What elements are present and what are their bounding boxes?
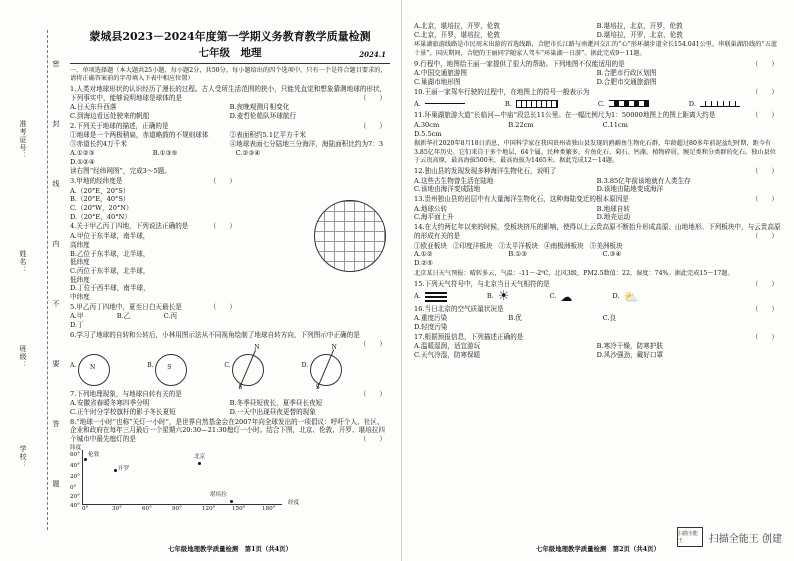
option: C.天气冷湿，防寒保暖	[414, 351, 481, 360]
option: D.（20°E，40°N）	[70, 212, 131, 221]
option: D.地壳运动	[596, 213, 631, 222]
page-1-footer: 七年级地理教学质量检测 第1页（共4页）	[168, 544, 292, 553]
plate-item: ③太平洋板块	[498, 241, 539, 250]
weather-symbol-options: A. B. ☀ C. ☁ D. ⛅	[414, 288, 639, 304]
plate-item: ①欧亚板块	[414, 241, 447, 250]
option: D.丁位于西半球，南半球，中纬度	[70, 284, 150, 302]
scanner-logo-icon: 扫描全能王	[677, 527, 703, 547]
school-label: 学校：	[19, 445, 27, 469]
option: D.风沙强劲，戴好口罩	[596, 351, 664, 360]
sunny-weather-icon: ☀	[497, 288, 510, 304]
city-lonlat-figure	[70, 444, 390, 512]
question-10: 10.王丽一家驾车行驶的过程中，在地图上的符号一般表示为 （ ）	[414, 87, 778, 96]
y-tick: 20°	[70, 473, 80, 480]
plate-item: ⑤美洲板块	[589, 241, 623, 250]
option: D.5.5cm	[414, 129, 442, 138]
page-2	[414, 0, 782, 561]
option: A.（20°E，20°S）	[70, 186, 130, 195]
figure-axis-x-label: 经度	[288, 499, 300, 506]
question-15: 15.下列天气符号中，与北京当日天气相符的是 （ ）	[414, 279, 778, 288]
option: A.甲位于东半球，南半球，高纬度	[70, 232, 150, 249]
exam-no-label: 准考证号：	[19, 120, 27, 160]
seal-char: 密	[52, 60, 60, 68]
option: C.海平面上升	[414, 213, 454, 222]
option: A.甲	[70, 312, 84, 321]
option: C.11cm	[602, 121, 628, 129]
option: A.①②③	[70, 148, 95, 157]
passage-2: 据新华社2020年8月18日消息，中国科学家在我国贵州省独山县发现的鸥鸸鱼生物化石群，年龄超过80多年前泥盆纪时期，距今有3.85亿年历史。它们来自于多个地层，64个属。民种类繁多，有鱼化石、菊石、钙藻、植物碎屑，腕足类和分类群的化石。独山县位于云贵高原，最高海拔500米，最高海拔为1465米。据此完成12～14题。	[414, 140, 776, 164]
diagram-b: B. S	[147, 344, 205, 388]
page-fold	[401, 0, 402, 561]
y-tick: 60°	[70, 451, 80, 458]
option: D.②⑤	[414, 259, 433, 267]
option: B.22cm	[508, 121, 534, 129]
option: C.北京，开罗，堪培拉，伦敦	[414, 30, 501, 39]
x-tick: 0°	[82, 505, 89, 512]
seal-char: 线	[52, 180, 60, 188]
boundary-symbol-icon	[700, 101, 740, 107]
passage-1: 环巢湖旅游线路是市民周末出游的首选线路，合肥市长江路与南淝河交汇的“心”形环湖步道全长154.041公里，串联巢湖沿线的“五蓝十景”。国庆期间，合肥的王丽同学随家人驾车“环巢湖一日游”。据此完成9～11题。	[414, 41, 778, 57]
page-1	[70, 0, 390, 561]
question-11: 11.环巢湖旅游大道“长临河—中庙”段总长11公里。在一幅比例尺为1：50000地图上的图上距离大约是 （ ）	[414, 111, 778, 120]
figure-axis-y-label: 纬度	[70, 444, 82, 451]
class-label: 班级：	[19, 345, 27, 369]
option: A.这些古生物曾生活在陆地	[414, 176, 494, 185]
wall-symbol-icon	[516, 100, 558, 108]
seal-line	[47, 30, 48, 530]
option: C.到海边看远处驶来的帆船	[70, 112, 150, 120]
option: D.①②④	[70, 157, 95, 166]
diagram-a: A. N	[70, 344, 128, 388]
option: A.重度污染	[414, 314, 448, 323]
option: A.北京，堪培拉，开罗，伦敦	[414, 22, 500, 30]
option: B.夜晚观测月相变化	[229, 103, 290, 112]
option: C.良	[602, 314, 617, 323]
question-12: 12.独山县的发现发现多种海洋生物化石，说明了 （ ）	[414, 166, 778, 175]
exam-title: 蒙城县2023－2024年度第一学期义务教育教学质量检测	[89, 30, 371, 43]
option: B.乙位于东半球，北半球，低纬度	[70, 249, 150, 267]
option: B.堪培拉，北京，开罗，伦敦	[596, 22, 683, 30]
x-tick: 60°	[142, 505, 152, 512]
option: D.丁	[70, 321, 84, 330]
cloudy-weather-icon: ☁	[560, 289, 573, 304]
x-tick: 180°	[262, 505, 276, 512]
y-tick: 40°	[70, 462, 80, 469]
option: B.合肥市行政区划图	[596, 69, 657, 78]
option: A.地球公转	[414, 204, 448, 213]
question-7: 7.下列地理现象，与地球自转有关的是 （ ）	[70, 389, 386, 398]
option: D.一天中出现昼夜更替的现象	[229, 407, 316, 416]
binding-margin	[0, 0, 66, 561]
statement: ④地球表面七分陆地三分海洋，海陆面积比约为7：3	[229, 140, 384, 149]
diagram-c: C. N S	[224, 344, 282, 388]
question-17: 17.根据预报信息，下列描述正确的是 （ ）	[414, 332, 778, 341]
city-point	[84, 458, 87, 461]
scanner-watermark	[677, 527, 782, 547]
option: B.①③⑤	[152, 148, 178, 157]
option: C.巢湖市地形图	[414, 78, 461, 87]
seal-char: 不	[52, 300, 60, 308]
option: A.日天东升西落	[70, 103, 117, 112]
option: C.丙位于东半球，北半球，低纬度	[70, 266, 150, 284]
option: A.30cm	[414, 121, 440, 129]
page-2-footer: 七年级地理教学质量检测 第2页（共4页）	[536, 544, 660, 553]
option: B.优	[508, 314, 522, 323]
option: C.（20°W，20°N）	[70, 204, 133, 213]
question-14: 14.在大约两亿年以来的时候，受板块挤压的影响，使得以上云贵高原不断抬升形成高原、山地地形。下列板块中，与云贵高原的形成有关的是 （ ）	[414, 223, 781, 240]
city-label: 开罗	[118, 465, 130, 472]
statement: ②表面积约5.1亿平方千米	[229, 131, 307, 140]
option: D.堪培拉，开罗，北京，伦敦	[596, 30, 683, 39]
x-tick: 30°	[112, 505, 122, 512]
y-tick: 20°	[70, 493, 80, 500]
question-2: 2.下列关于地球的描述，正确的是 （ ）	[70, 121, 386, 130]
watermark-text: 扫描全能王 创建	[708, 533, 782, 545]
option: B.（20°E，40°S）	[70, 195, 130, 204]
option: A.中国交通旅游图	[414, 69, 468, 78]
city-point	[230, 500, 233, 503]
option: D.该地由陆地变成海洋	[596, 185, 664, 194]
plate-item: ④南极洲板块	[544, 241, 584, 250]
city-label: 堪培拉	[210, 491, 227, 498]
option: C.②③④	[235, 148, 261, 157]
diagram-d: D. N S	[302, 344, 360, 388]
option: B.3.85亿年前该地就有人类生存	[596, 176, 691, 185]
option: B.①③	[508, 250, 528, 259]
option: B.地球自转	[596, 204, 630, 213]
section-instructions: 一、单项选择题（本大题共25小题，每小题2分，共50分。每小题给出的四个选项中，只有一个是符合题目要求的，请将正确答案前的字母填入下表中相应位置）	[70, 66, 387, 82]
question-3: 3.甲地的经纬度是 （ ）	[70, 176, 236, 185]
rotation-diagrams	[70, 343, 360, 391]
seal-char: 封	[52, 120, 60, 128]
city-point	[198, 462, 201, 465]
question-8: 8.“地球一小时”也称“关灯一小时”，是世界自然基金会在2007年向全球发出的一项倡议：呼吁个人、社区、企业和政府在每年三月最后一个星期六20:30—21:30熄灯一小时。结合下图，北京、伦敦、开罗、堪培拉四个城市中最先熄灯的是 （ ）	[70, 417, 386, 444]
x-tick: 120°	[202, 505, 216, 512]
x-tick: 90°	[172, 505, 182, 512]
sunny-to-cloudy-weather-icon: ⛅	[623, 289, 639, 304]
graticule-globe	[314, 200, 386, 272]
option: D.合肥市交通旅游图	[596, 78, 657, 87]
statement: ①地球是一个两极稍扁，赤道略鼓的不规则球体	[70, 131, 209, 140]
option: C.丙	[163, 312, 178, 321]
option: C.该地由海洋变成陆地	[414, 185, 481, 194]
option: C.③④	[602, 250, 622, 259]
seal-char: 要	[52, 360, 60, 368]
city-label: 伦敦	[88, 451, 100, 458]
seal-char: 题	[52, 480, 60, 488]
city-point	[114, 469, 117, 472]
seal-char: 答	[52, 420, 60, 428]
y-tick: 0°	[70, 484, 77, 491]
question-4: 4.关于甲乙丙丁四地，下列说法正确的是 （ ）	[70, 222, 236, 231]
map-symbol-options: A. B. C. D.	[414, 100, 782, 109]
name-label: 姓名：	[19, 250, 27, 274]
question-1: 1.人类对地球形状的认识经历了漫长的过程。古人受所生活范围的狭小，只能凭直觉和想象猜测地球的形状，下列事实中，能够说明地球是球体的是 （ ）	[70, 84, 387, 102]
y-tick: 40°	[70, 502, 80, 509]
question-13: 13.贵州独山县的岩层中有大量海洋生物化石，这种海陆变迁的根本原因是 （ ）	[414, 195, 778, 204]
question-9: 9.行程中，地图给王丽一家提供了很大的帮助。下列地图不仅能适用的是 （ ）	[414, 59, 778, 68]
question-16: 16.当日北京的空气质量状况是 （ ）	[414, 304, 778, 313]
option: B.乙	[116, 312, 131, 321]
exam-date: 2024.1	[359, 49, 386, 59]
railway-symbol-icon	[609, 100, 649, 107]
statement: ③赤道长约4万千米	[70, 140, 127, 149]
road-symbol-icon	[425, 103, 465, 104]
option: C.正午时分学校旗杆的影子冬长夏短	[70, 407, 176, 416]
option: B.寒冷干燥，防寒护肤	[596, 342, 663, 351]
city-label: 北京	[194, 453, 206, 460]
option: A.温暖湿润，适宜游玩	[414, 342, 481, 351]
passage-3: 北京某日天气预报：晴转多云，气温：-11～-2℃，北风3级，PM2.5数值：22，湿度：74%。据此完成15～17题。	[414, 269, 734, 277]
question-5: 5.甲乙丙丁四地中，夏至日白天最长是 （ ）	[70, 302, 236, 311]
question-6: 6.学习了地球的自转和公转后，小林用图示法从不同视角绘制了地球自转方向，下列图示中正确的是 （ ）	[70, 330, 386, 348]
option: B.冬季昼短夜长，夏季昼长夜短	[229, 399, 323, 408]
plate-item: ②印度洋板块	[452, 241, 493, 250]
x-tick: 150°	[232, 505, 246, 512]
option: A.①②	[414, 250, 433, 259]
exam-subject: 七年级 地理	[198, 46, 262, 59]
seal-char: 内	[52, 240, 60, 248]
fog-weather-icon	[425, 292, 447, 302]
group-intro: 读右图“经纬网图”，完成3～5题。	[70, 167, 171, 176]
title-rule	[70, 63, 390, 64]
option: D.麦哲伦船队环球航行	[229, 112, 297, 120]
option: D.轻度污染	[414, 323, 448, 331]
option: A.安徽省春暖冬寒四季分明	[70, 399, 150, 408]
